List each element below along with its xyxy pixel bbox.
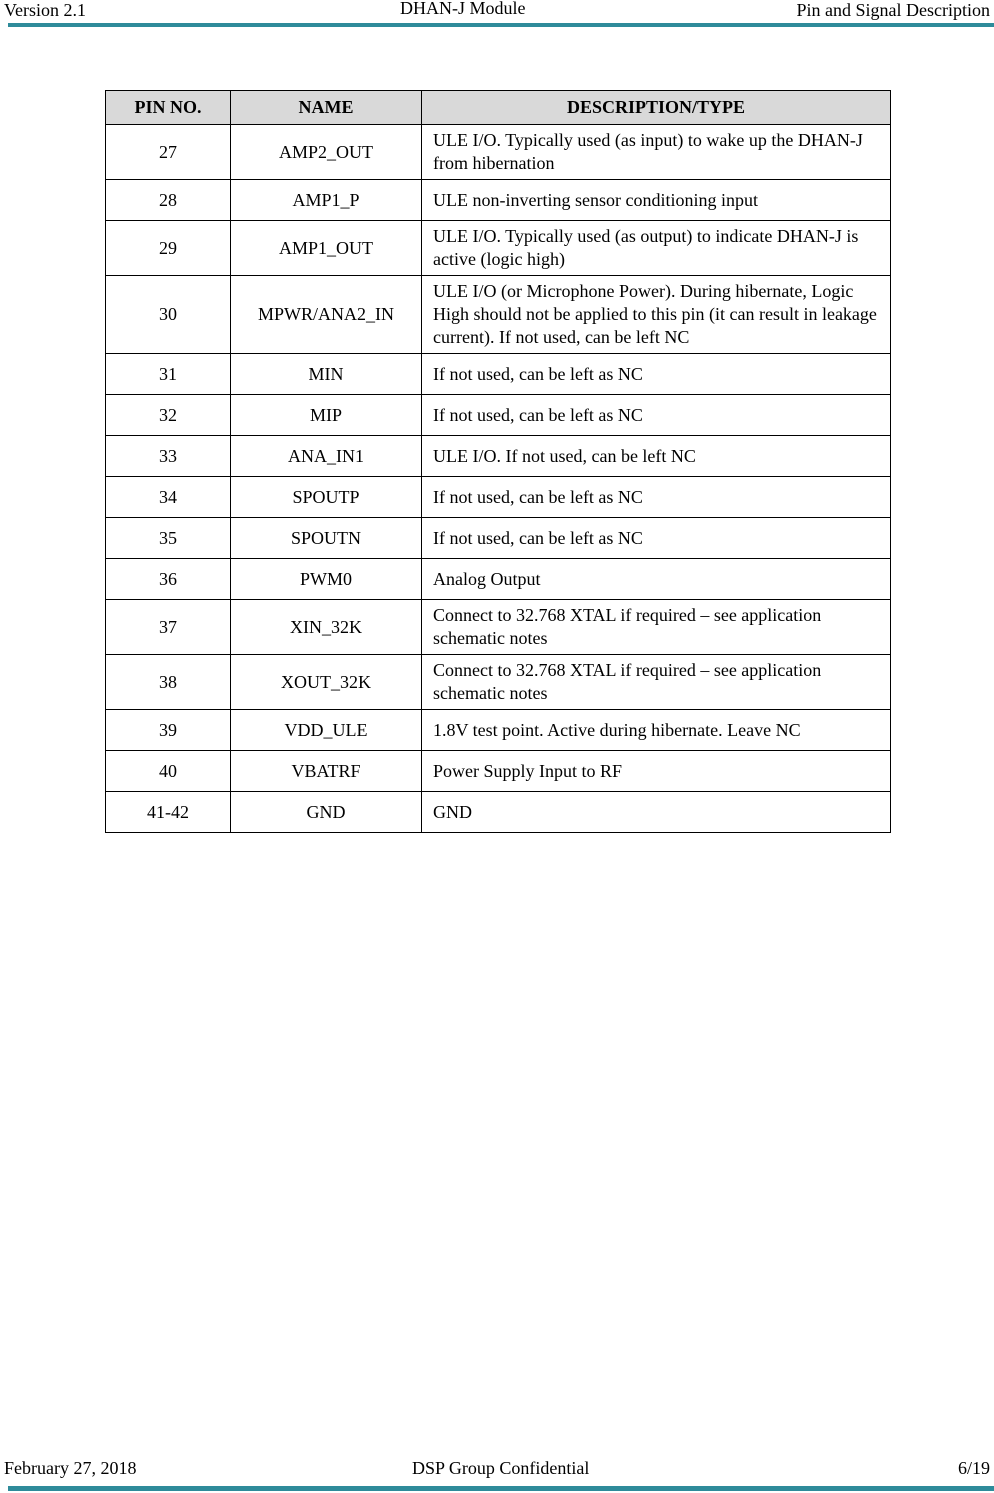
pin-name: XOUT_32K xyxy=(231,655,422,710)
pin-number: 30 xyxy=(106,276,231,354)
pin-description: ULE I/O (or Microphone Power). During hibernate, Logic High should not be applied to this pin (it can result in leakage current). If not used, can be left NC xyxy=(422,276,891,354)
table-row xyxy=(106,395,891,436)
table-row xyxy=(106,354,891,395)
pin-number: 41-42 xyxy=(106,792,231,833)
table-header-row xyxy=(106,91,891,125)
header-version: Version 2.1 xyxy=(4,0,86,20)
pin-name: MIN xyxy=(231,354,422,395)
table-row xyxy=(106,600,891,655)
pin-description: ULE I/O. Typically used (as input) to wake up the DHAN-J from hibernation xyxy=(422,125,891,180)
table-row xyxy=(106,559,891,600)
pin-description: 1.8V test point. Active during hibernate. Leave NC xyxy=(422,710,891,751)
footer-page-number: 6/19 xyxy=(957,1458,990,1478)
pin-name: SPOUTP xyxy=(231,477,422,518)
pin-description: Analog Output xyxy=(422,559,891,600)
pin-description: Connect to 32.768 XTAL if required – see application schematic notes xyxy=(422,655,891,710)
table-row xyxy=(106,180,891,221)
table-row xyxy=(106,751,891,792)
table-row xyxy=(106,221,891,276)
table-row xyxy=(106,792,891,833)
page-header xyxy=(0,0,994,22)
table-row xyxy=(106,276,891,354)
pin-number: 33 xyxy=(106,436,231,477)
column-header-name: NAME xyxy=(231,91,422,125)
pin-description-table xyxy=(105,90,891,833)
pin-number: 34 xyxy=(106,477,231,518)
pin-number: 28 xyxy=(106,180,231,221)
pin-description: ULE I/O. If not used, can be left NC xyxy=(422,436,891,477)
pin-name: AMP1_P xyxy=(231,180,422,221)
pin-description: If not used, can be left as NC xyxy=(422,354,891,395)
table-row xyxy=(106,436,891,477)
pin-number: 31 xyxy=(106,354,231,395)
footer-divider xyxy=(8,1486,994,1491)
page-footer xyxy=(0,1458,994,1482)
pin-name: ANA_IN1 xyxy=(231,436,422,477)
pin-number: 39 xyxy=(106,710,231,751)
pin-name: AMP1_OUT xyxy=(231,221,422,276)
pin-description: Power Supply Input to RF xyxy=(422,751,891,792)
table-row xyxy=(106,710,891,751)
pin-description: Connect to 32.768 XTAL if required – see application schematic notes xyxy=(422,600,891,655)
header-divider xyxy=(8,23,994,27)
pin-name: AMP2_OUT xyxy=(231,125,422,180)
pin-number: 40 xyxy=(106,751,231,792)
table-row xyxy=(106,655,891,710)
pin-description: GND xyxy=(422,792,891,833)
pin-description: If not used, can be left as NC xyxy=(422,477,891,518)
pin-name: MPWR/ANA2_IN xyxy=(231,276,422,354)
pin-name: XIN_32K xyxy=(231,600,422,655)
pin-description: ULE non-inverting sensor conditioning input xyxy=(422,180,891,221)
table-row xyxy=(106,125,891,180)
table-row xyxy=(106,518,891,559)
header-section-title: Pin and Signal Description xyxy=(796,0,990,20)
pin-number: 29 xyxy=(106,221,231,276)
pin-name: MIP xyxy=(231,395,422,436)
pin-description: If not used, can be left as NC xyxy=(422,518,891,559)
footer-confidential: DSP Group Confidential xyxy=(412,1458,590,1478)
header-module-title: DHAN-J Module xyxy=(400,0,526,18)
pin-description: ULE I/O. Typically used (as output) to indicate DHAN-J is active (logic high) xyxy=(422,221,891,276)
pin-name: SPOUTN xyxy=(231,518,422,559)
column-header-description: DESCRIPTION/TYPE xyxy=(422,91,891,125)
pin-number: 32 xyxy=(106,395,231,436)
pin-number: 35 xyxy=(106,518,231,559)
pin-name: GND xyxy=(231,792,422,833)
column-header-pin: PIN NO. xyxy=(106,91,231,125)
pin-description: If not used, can be left as NC xyxy=(422,395,891,436)
pin-number: 36 xyxy=(106,559,231,600)
pin-name: VDD_ULE xyxy=(231,710,422,751)
pin-number: 38 xyxy=(106,655,231,710)
pin-name: VBATRF xyxy=(231,751,422,792)
pin-number: 27 xyxy=(106,125,231,180)
footer-date: February 27, 2018 xyxy=(4,1458,137,1478)
pin-name: PWM0 xyxy=(231,559,422,600)
pin-number: 37 xyxy=(106,600,231,655)
table-row xyxy=(106,477,891,518)
